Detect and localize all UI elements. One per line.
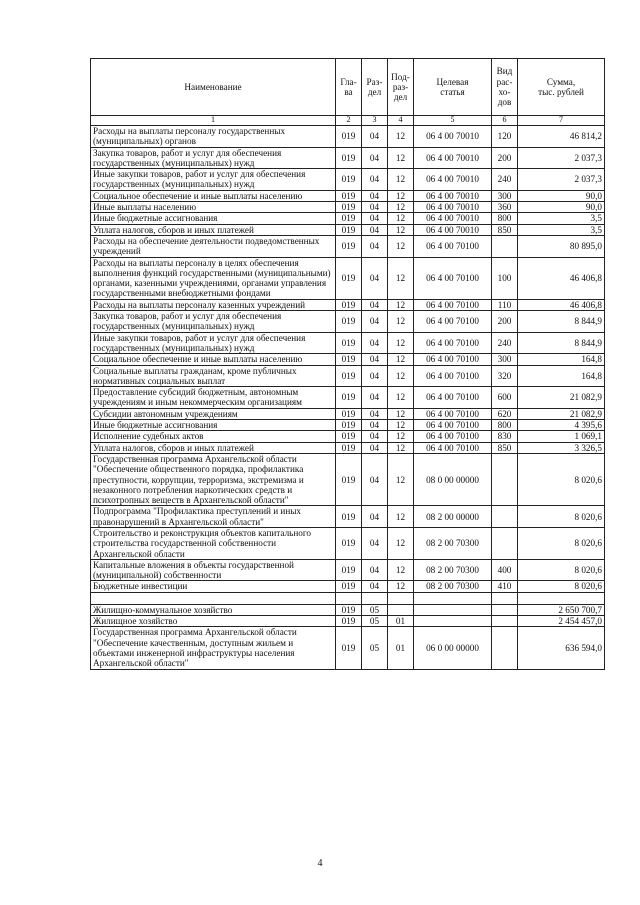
row-podrazdel: 12: [388, 147, 414, 169]
row-glava: 019: [336, 442, 362, 453]
row-glava: 019: [336, 126, 362, 148]
table-row: [91, 126, 605, 148]
row-target: 06 4 00 70100: [414, 299, 492, 310]
row-razdel: 04: [362, 190, 388, 201]
table-row: [91, 235, 605, 257]
column-number-row: [91, 116, 605, 126]
row-sum: 3,5: [518, 224, 605, 235]
row-podrazdel: 12: [388, 354, 414, 365]
row-razdel: 04: [362, 169, 388, 191]
row-podrazdel: 12: [388, 387, 414, 409]
row-sum: 4 395,6: [518, 420, 605, 431]
row-vid: [492, 616, 518, 627]
header-glava: Гла- ва: [336, 59, 362, 116]
row-name: Жилищно-коммунальное хозяйство: [91, 604, 336, 615]
row-name: Уплата налогов, сборов и иных платежей: [91, 224, 336, 235]
row-razdel: 04: [362, 147, 388, 169]
table-row: [91, 431, 605, 442]
row-podrazdel: 12: [388, 299, 414, 310]
row-podrazdel: 12: [388, 190, 414, 201]
row-podrazdel: 12: [388, 257, 414, 299]
row-sum: 90,0: [518, 202, 605, 213]
header-razdel: Раз- дел: [362, 59, 388, 116]
row-target: 06 4 00 70010: [414, 202, 492, 213]
row-razdel: 04: [362, 311, 388, 333]
row-podrazdel: 12: [388, 581, 414, 592]
row-glava: 019: [336, 408, 362, 419]
row-glava: 019: [336, 627, 362, 669]
col-number: 3: [362, 116, 388, 126]
row-sum: 3 326,5: [518, 442, 605, 453]
row-vid: 400: [492, 559, 518, 581]
row-target: 06 4 00 70100: [414, 311, 492, 333]
col-number: 7: [518, 116, 605, 126]
row-podrazdel: [388, 592, 414, 604]
col-number: 6: [492, 116, 518, 126]
blank-row: [91, 592, 605, 604]
row-vid: 320: [492, 365, 518, 387]
row-glava: 019: [336, 257, 362, 299]
row-vid: [492, 235, 518, 257]
row-glava: 019: [336, 354, 362, 365]
col-number: 5: [414, 116, 492, 126]
row-sum: [518, 592, 605, 604]
row-vid: 300: [492, 354, 518, 365]
header-sum: Сумма, тыс. рублей: [518, 59, 605, 116]
row-sum: 2 037,3: [518, 169, 605, 191]
table-row: [91, 627, 605, 669]
row-podrazdel: 12: [388, 442, 414, 453]
row-glava: 019: [336, 581, 362, 592]
row-sum: 636 594,0: [518, 627, 605, 669]
row-razdel: 04: [362, 332, 388, 354]
table-row: [91, 332, 605, 354]
row-target: [414, 592, 492, 604]
row-razdel: 04: [362, 442, 388, 453]
page-number: 4: [317, 858, 323, 869]
row-name: Государственная программа Архангельской области "Обеспечение качественным, доступным жильем и объектами инженерной инфраструктуры населения Архангельской области": [91, 627, 336, 669]
col-number: 1: [91, 116, 336, 126]
row-podrazdel: 12: [388, 559, 414, 581]
row-name: Социальное обеспечение и иные выплаты населению: [91, 354, 336, 365]
row-glava: 019: [336, 299, 362, 310]
row-razdel: 04: [362, 420, 388, 431]
row-target: 08 0 00 00000: [414, 453, 492, 505]
row-sum: 3,5: [518, 213, 605, 224]
table-row: [91, 581, 605, 592]
row-podrazdel: 12: [388, 506, 414, 528]
row-sum: 8 020,6: [518, 559, 605, 581]
row-vid: 830: [492, 431, 518, 442]
row-vid: 410: [492, 581, 518, 592]
row-sum: 80 895,0: [518, 235, 605, 257]
header-target: Целевая статья: [414, 59, 492, 116]
row-vid: [492, 592, 518, 604]
row-target: 06 4 00 70010: [414, 126, 492, 148]
row-target: 06 4 00 70100: [414, 235, 492, 257]
row-name: Уплата налогов, сборов и иных платежей: [91, 442, 336, 453]
row-target: 06 4 00 70010: [414, 169, 492, 191]
row-glava: 019: [336, 387, 362, 409]
col-number: 4: [388, 116, 414, 126]
table-row: [91, 365, 605, 387]
row-glava: 019: [336, 169, 362, 191]
row-sum: 46 406,8: [518, 299, 605, 310]
row-target: [414, 616, 492, 627]
row-podrazdel: 01: [388, 627, 414, 669]
row-vid: [492, 627, 518, 669]
row-target: 06 4 00 70100: [414, 431, 492, 442]
row-vid: [492, 527, 518, 559]
row-sum: 8 020,6: [518, 506, 605, 528]
row-sum: 1 069,1: [518, 431, 605, 442]
table-row: [91, 616, 605, 627]
row-glava: 019: [336, 190, 362, 201]
row-vid: [492, 604, 518, 615]
row-target: [414, 604, 492, 615]
row-name: Закупка товаров, работ и услуг для обеспечения государственных (муниципальных) нужд: [91, 147, 336, 169]
row-glava: 019: [336, 453, 362, 505]
row-podrazdel: 12: [388, 365, 414, 387]
row-target: 06 4 00 70100: [414, 332, 492, 354]
row-name: Закупка товаров, работ и услуг для обеспечения государственных (муниципальных) нужд: [91, 311, 336, 333]
row-target: 08 2 00 00000: [414, 506, 492, 528]
table-row: [91, 442, 605, 453]
table-row: [91, 190, 605, 201]
row-target: 08 2 00 70300: [414, 559, 492, 581]
row-name: Социальные выплаты гражданам, кроме публичных нормативных социальных выплат: [91, 365, 336, 387]
row-podrazdel: 12: [388, 202, 414, 213]
row-target: 08 2 00 70300: [414, 527, 492, 559]
row-name: Бюджетные инвестиции: [91, 581, 336, 592]
table-row: [91, 387, 605, 409]
row-name: Социальное обеспечение и иные выплаты населению: [91, 190, 336, 201]
row-sum: 2 650 700,7: [518, 604, 605, 615]
row-vid: 360: [492, 202, 518, 213]
row-razdel: 04: [362, 224, 388, 235]
row-vid: [492, 506, 518, 528]
row-sum: 164,8: [518, 354, 605, 365]
row-vid: 800: [492, 213, 518, 224]
row-vid: 800: [492, 420, 518, 431]
row-glava: 019: [336, 365, 362, 387]
row-vid: 200: [492, 147, 518, 169]
row-vid: 620: [492, 408, 518, 419]
table-row: [91, 506, 605, 528]
row-razdel: 04: [362, 202, 388, 213]
row-razdel: 04: [362, 453, 388, 505]
row-target: 06 4 00 70010: [414, 147, 492, 169]
row-glava: 019: [336, 420, 362, 431]
row-vid: 120: [492, 126, 518, 148]
row-target: 06 4 00 70010: [414, 213, 492, 224]
row-vid: 240: [492, 332, 518, 354]
row-razdel: 04: [362, 299, 388, 310]
row-sum: 8 844,9: [518, 332, 605, 354]
row-podrazdel: [388, 604, 414, 615]
row-glava: 019: [336, 213, 362, 224]
row-target: 06 4 00 70100: [414, 257, 492, 299]
row-sum: 90,0: [518, 190, 605, 201]
row-podrazdel: 12: [388, 527, 414, 559]
row-vid: 100: [492, 257, 518, 299]
row-podrazdel: 12: [388, 213, 414, 224]
row-vid: 850: [492, 224, 518, 235]
row-name: Расходы на выплаты персоналу казенных учреждений: [91, 299, 336, 310]
row-sum: 8 020,6: [518, 581, 605, 592]
row-name: Иные закупки товаров, работ и услуг для обеспечения государственных (муниципальных) нужд: [91, 332, 336, 354]
row-razdel: 04: [362, 506, 388, 528]
row-glava: 019: [336, 332, 362, 354]
row-name: Иные выплаты населению: [91, 202, 336, 213]
row-vid: [492, 453, 518, 505]
row-glava: 019: [336, 224, 362, 235]
row-razdel: 04: [362, 365, 388, 387]
row-glava: 019: [336, 202, 362, 213]
row-target: 06 4 00 70100: [414, 420, 492, 431]
row-podrazdel: 12: [388, 420, 414, 431]
row-name: Предоставление субсидий бюджетным, автономным учреждениям и иным некоммерческим организациям: [91, 387, 336, 409]
row-razdel: 04: [362, 235, 388, 257]
table-row: [91, 354, 605, 365]
table-row: [91, 224, 605, 235]
row-name: Жилищное хозяйство: [91, 616, 336, 627]
row-name: Государственная программа Архангельской области "Обеспечение общественного порядка, профилактика преступности, коррупции, терроризма, экстремизма и незаконного потребления наркотических средств и психотропных веществ в Архангельской области": [91, 453, 336, 505]
row-sum: 21 082,9: [518, 387, 605, 409]
row-target: 08 2 00 70300: [414, 581, 492, 592]
row-name: Строительство и реконструкция объектов капитального строительства государственной собственности Архангельской области: [91, 527, 336, 559]
table-row: [91, 420, 605, 431]
row-sum: 8 844,9: [518, 311, 605, 333]
table-row: [91, 147, 605, 169]
row-name: [91, 592, 336, 604]
row-target: 06 4 00 70010: [414, 224, 492, 235]
row-podrazdel: 12: [388, 431, 414, 442]
col-number: 2: [336, 116, 362, 126]
table-row: [91, 604, 605, 615]
row-glava: 019: [336, 147, 362, 169]
row-glava: 019: [336, 559, 362, 581]
row-sum: 2 037,3: [518, 147, 605, 169]
row-razdel: 04: [362, 126, 388, 148]
row-name: Расходы на выплаты персоналу государственных (муниципальных) органов: [91, 126, 336, 148]
row-glava: 019: [336, 604, 362, 615]
row-target: 06 0 00 00000: [414, 627, 492, 669]
row-vid: 850: [492, 442, 518, 453]
row-vid: 200: [492, 311, 518, 333]
row-target: 06 4 00 70100: [414, 387, 492, 409]
row-razdel: 05: [362, 616, 388, 627]
row-podrazdel: 12: [388, 408, 414, 419]
header-podrazdel: Под- раз- дел: [388, 59, 414, 116]
row-target: 06 4 00 70100: [414, 354, 492, 365]
row-razdel: 04: [362, 408, 388, 419]
table-header-row: [91, 59, 605, 116]
row-name: Исполнение судебных актов: [91, 431, 336, 442]
header-vid: Вид рас- хо- дов: [492, 59, 518, 116]
row-sum: 2 454 457,0: [518, 616, 605, 627]
row-razdel: 04: [362, 354, 388, 365]
row-razdel: 04: [362, 431, 388, 442]
header-name: Наименование: [91, 59, 336, 116]
row-razdel: 04: [362, 387, 388, 409]
row-glava: 019: [336, 431, 362, 442]
row-razdel: 05: [362, 627, 388, 669]
row-name: Капитальные вложения в объекты государственной (муниципальной) собственности: [91, 559, 336, 581]
row-name: Субсидии автономным учреждениям: [91, 408, 336, 419]
row-vid: 300: [492, 190, 518, 201]
row-sum: 46 814,2: [518, 126, 605, 148]
row-glava: 019: [336, 235, 362, 257]
row-target: 06 4 00 70100: [414, 442, 492, 453]
row-name: Иные закупки товаров, работ и услуг для обеспечения государственных (муниципальных) нужд: [91, 169, 336, 191]
row-podrazdel: 12: [388, 332, 414, 354]
row-razdel: 04: [362, 527, 388, 559]
row-target: 06 4 00 70100: [414, 365, 492, 387]
row-podrazdel: 12: [388, 311, 414, 333]
table-row: [91, 299, 605, 310]
row-sum: 8 020,6: [518, 453, 605, 505]
row-podrazdel: 12: [388, 235, 414, 257]
table-row: [91, 169, 605, 191]
row-sum: 164,8: [518, 365, 605, 387]
table-body: [91, 126, 605, 670]
row-razdel: 04: [362, 559, 388, 581]
row-podrazdel: 12: [388, 224, 414, 235]
row-name: Подпрограмма "Профилактика преступлений и иных правонарушений в Архангельской области": [91, 506, 336, 528]
row-target: 06 4 00 70100: [414, 408, 492, 419]
budget-table: [90, 58, 605, 670]
row-name: Расходы на обеспечение деятельности подведомственных учреждений: [91, 235, 336, 257]
row-podrazdel: 12: [388, 453, 414, 505]
table-row: [91, 559, 605, 581]
row-vid: 600: [492, 387, 518, 409]
table-row: [91, 453, 605, 505]
row-name: Иные бюджетные ассигнования: [91, 213, 336, 224]
table-row: [91, 408, 605, 419]
row-razdel: 04: [362, 213, 388, 224]
table-row: [91, 527, 605, 559]
row-vid: 110: [492, 299, 518, 310]
row-name: Иные бюджетные ассигнования: [91, 420, 336, 431]
row-sum: 8 020,6: [518, 527, 605, 559]
table-row: [91, 202, 605, 213]
row-glava: 019: [336, 527, 362, 559]
row-razdel: 05: [362, 604, 388, 615]
row-glava: 019: [336, 506, 362, 528]
row-glava: [336, 592, 362, 604]
row-sum: 21 082,9: [518, 408, 605, 419]
row-podrazdel: 01: [388, 616, 414, 627]
row-razdel: 04: [362, 581, 388, 592]
row-razdel: [362, 592, 388, 604]
row-razdel: 04: [362, 257, 388, 299]
table-row: [91, 257, 605, 299]
table-row: [91, 311, 605, 333]
row-sum: 46 406,8: [518, 257, 605, 299]
row-vid: 240: [492, 169, 518, 191]
row-target: 06 4 00 70010: [414, 190, 492, 201]
row-name: Расходы на выплаты персоналу в целях обеспечения выполнения функций государственными (муниципальными) органами, казенными учреждениями, органами управления государственными внебюджетными фондами: [91, 257, 336, 299]
table-row: [91, 213, 605, 224]
row-podrazdel: 12: [388, 169, 414, 191]
row-podrazdel: 12: [388, 126, 414, 148]
row-glava: 019: [336, 616, 362, 627]
row-glava: 019: [336, 311, 362, 333]
